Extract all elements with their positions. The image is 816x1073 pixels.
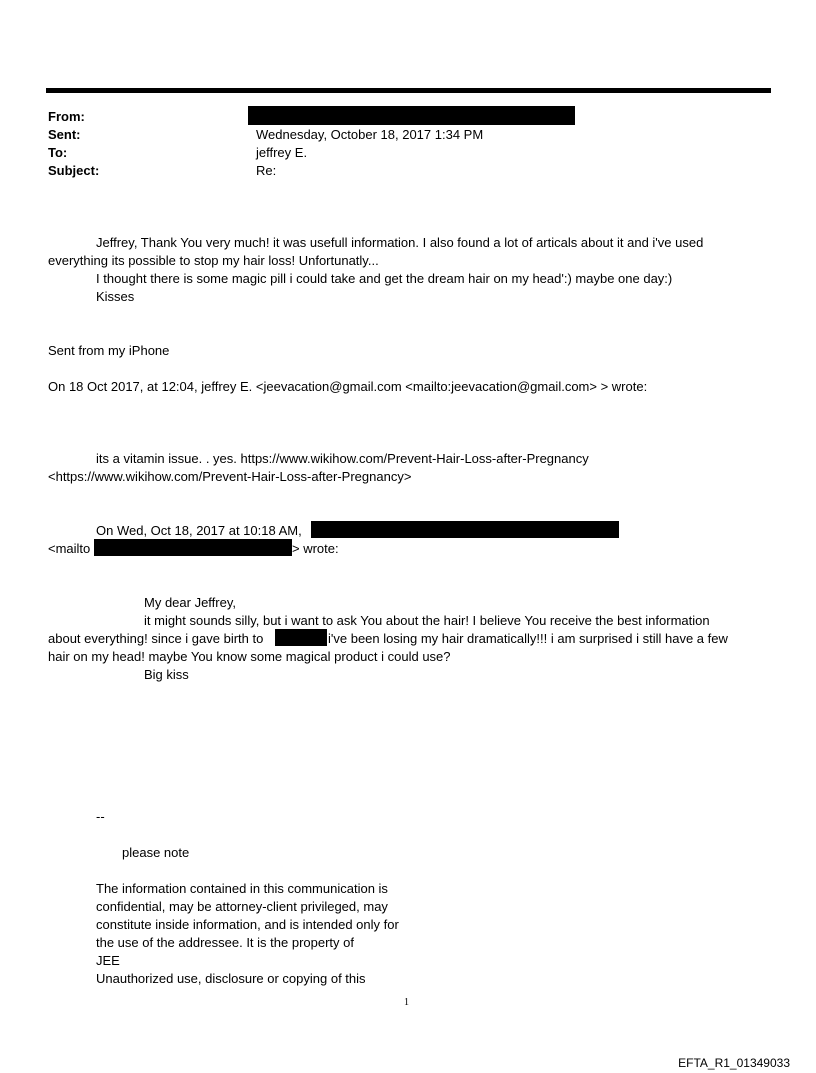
subject-value: Re: (256, 163, 277, 178)
disclaimer-line: confidential, may be attorney-client privileged, may (96, 899, 388, 914)
orig-closing: Big kiss (144, 667, 189, 682)
body-line: I thought there is some magic pill i could take and get the dream hair on my head':) maybe one day:) (96, 271, 673, 286)
sent-label: Sent: (48, 127, 81, 142)
redaction-email (94, 539, 292, 556)
page-number: 1 (404, 997, 409, 1008)
disclaimer-line: The information contained in this communication is (96, 881, 388, 896)
orig-header-wrote: > wrote: (292, 541, 339, 556)
email-signature: Sent from my iPhone (48, 343, 170, 358)
document-id: EFTA_R1_01349033 (678, 1056, 790, 1070)
orig-header-mailto: <mailto (48, 541, 91, 556)
to-value: jeffrey E. (256, 145, 308, 160)
body-line: everything its possible to stop my hair loss! Unfortunatly... (48, 253, 379, 268)
to-label: To: (48, 145, 68, 160)
body-line: Jeffrey, Thank You very much! it was usefull information. I also found a lot of articals about it and i've used (96, 235, 704, 250)
disclaimer-line: constitute inside information, and is intended only for (96, 917, 399, 932)
reply-line: <https://www.wikihow.com/Prevent-Hair-Loss-after-Pregnancy> (48, 469, 412, 484)
quote-header: On 18 Oct 2017, at 12:04, jeffrey E. <jeevacation@gmail.com <mailto:jeevacation@gmail.com> > wrote: (48, 379, 648, 394)
reply-line: its a vitamin issue. . yes. https://www.wikihow.com/Prevent-Hair-Loss-after-Pregnancy (96, 451, 589, 466)
signature-dashes: -- (96, 809, 105, 824)
sent-value: Wednesday, October 18, 2017 1:34 PM (256, 127, 484, 142)
redaction-sender (311, 521, 619, 538)
orig-line: about everything! since i gave birth to (48, 631, 264, 646)
redaction-name (275, 629, 327, 646)
subject-label: Subject: (48, 163, 100, 178)
disclaimer-line: the use of the addressee. It is the property of (96, 935, 354, 950)
body-line: Kisses (96, 289, 135, 304)
from-label: From: (48, 109, 85, 124)
header-rule (46, 88, 771, 93)
orig-line: i've been losing my hair dramatically!!! i am surprised i still have a few (328, 631, 728, 646)
please-note: please note (122, 845, 190, 860)
orig-line: hair on my head! maybe You know some magical product i could use? (48, 649, 451, 664)
disclaimer-line: Unauthorized use, disclosure or copying of this (96, 971, 366, 986)
orig-line: it might sounds silly, but i want to ask You about the hair! I believe You receive the best information (144, 613, 710, 628)
disclaimer-line: JEE (96, 953, 120, 968)
orig-greeting: My dear Jeffrey, (144, 595, 236, 610)
orig-header-line: On Wed, Oct 18, 2017 at 10:18 AM, (96, 523, 302, 538)
redaction-from (248, 106, 575, 125)
